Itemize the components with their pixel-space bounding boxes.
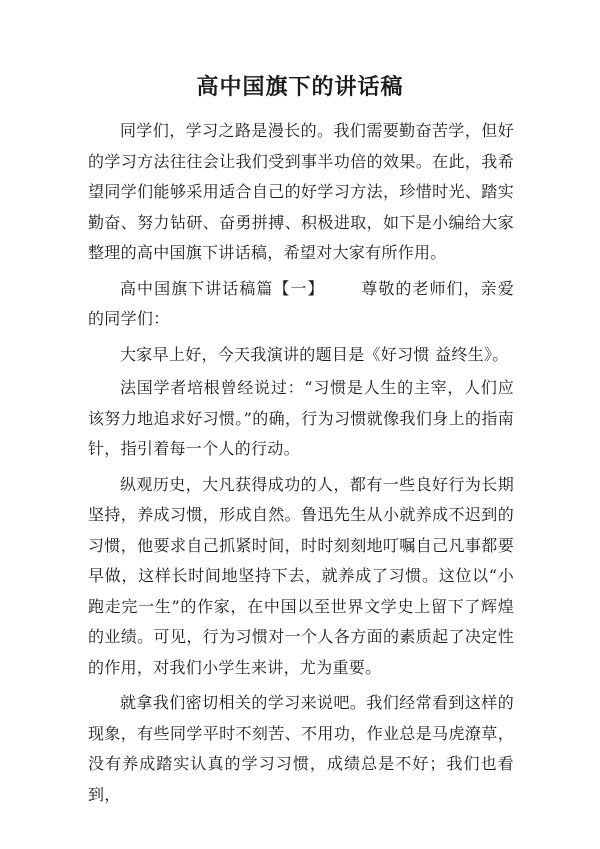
section-heading: 高中国旗下讲话稿篇【一】 xyxy=(120,278,325,298)
section-heading-paragraph xyxy=(88,274,514,335)
intro-paragraph: 同学们，学习之路是漫长的。我们需要勤奋苦学，但好的学习方法往往会让我们受到事半功倍的效果。在此，我希望同学们能够采用适合自己的好学习方法，珍惜时光、踏实勤奋、努力钻研、奋勇拼搏、积极进取，如下是小编给大家整理的高中国旗下讲话稿，希望对大家有所作用。 xyxy=(88,121,514,262)
speech-paragraph-4: 就拿我们密切相关的学习来说吧。我们经常看到这样的现象，有些同学平时不刻苦、不用功，作业总是马虎潦草，没有养成踏实认真的学习习惯，成绩总是不好；我们也看到， xyxy=(88,693,514,804)
speech-paragraph-2: 法国学者培根曾经说过：“习惯是人生的主宰，人们应该努力地追求好习惯。”的确，行为习惯就像我们身上的指南针，指引着每一个人的行动。 xyxy=(88,378,514,458)
section-greeting: 尊敬的老师们，亲爱的同学们： xyxy=(88,278,515,328)
speech-paragraph-1: 大家早上好，今天我演讲的题目是《好习惯 益终生》。 xyxy=(120,344,509,364)
speech-paragraph-3: 纵观历史，大凡获得成功的人，都有一些良好行为长期坚持，养成习惯，形成自然。鲁迅先生从小就养成不迟到的习惯，他要求自己抓紧时间，时时刻刻地叮嘱自己凡事都要早做，这样长时间地坚持下去，就养成了习惯。这位以“小跑走完一生”的作家，在中国以至世界文学史上留下了辉煌的业绩。可见，行为习惯对一个人各方面的素质起了决定性的作用，对我们小学生来讲，尤为重要。 xyxy=(88,474,514,677)
document-title: 高中国旗下的讲话稿 xyxy=(196,74,404,100)
document-body xyxy=(88,116,514,815)
